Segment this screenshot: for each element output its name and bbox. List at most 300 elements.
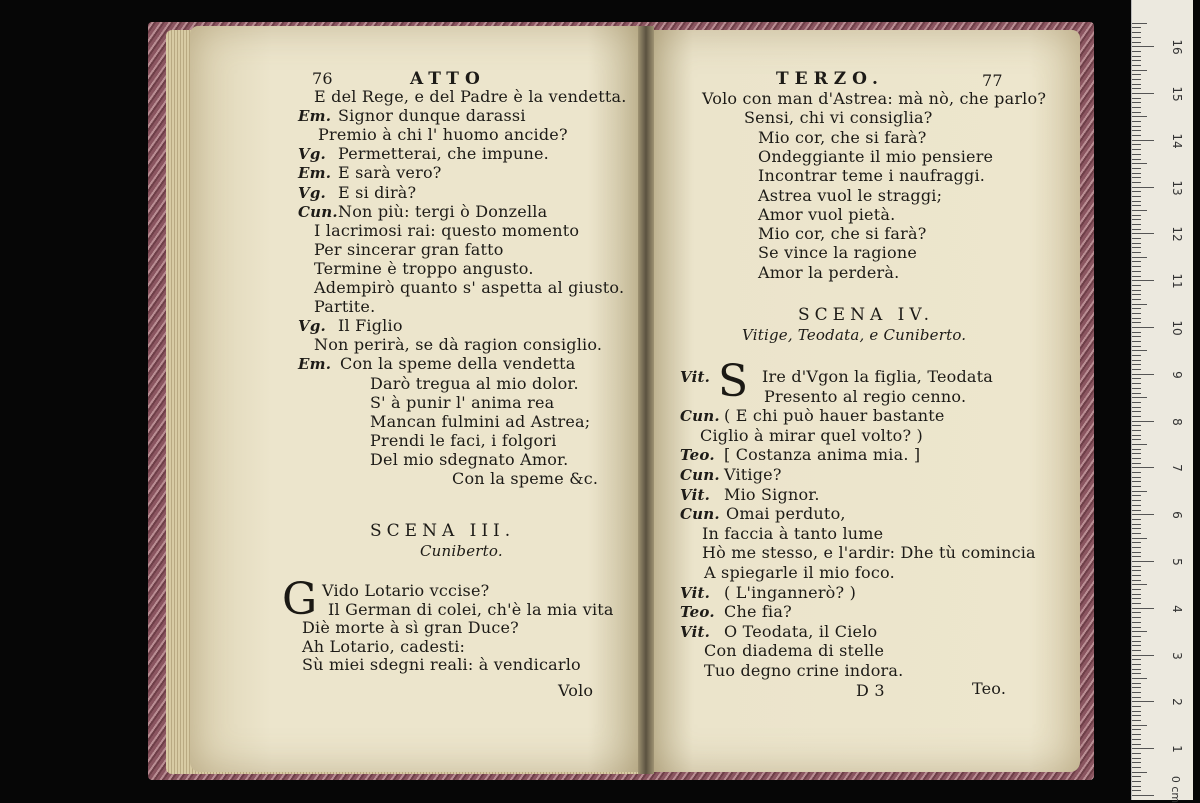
ruler-tick xyxy=(1132,510,1141,511)
ruler-tick xyxy=(1132,472,1141,473)
ruler-tick xyxy=(1132,528,1141,529)
ruler-tick xyxy=(1132,219,1141,220)
ruler-tick xyxy=(1132,252,1141,253)
ruler-tick xyxy=(1132,449,1141,450)
ruler-tick xyxy=(1132,711,1141,712)
ruler-tick xyxy=(1132,135,1141,136)
ruler-tick xyxy=(1132,659,1141,660)
ruler-tick xyxy=(1132,46,1154,47)
ruler-tick xyxy=(1132,388,1141,389)
verse-line xyxy=(322,582,489,600)
ruler-tick xyxy=(1132,655,1154,656)
ruler-tick xyxy=(1132,126,1141,127)
ruler-tick xyxy=(1132,767,1141,768)
ruler-tick xyxy=(1132,687,1141,688)
verse-line xyxy=(314,336,602,354)
verse-text: Del mio sdegnato Amor. xyxy=(370,449,569,469)
ruler-tick xyxy=(1132,720,1141,721)
speaker-label: Em. xyxy=(298,355,332,374)
verse-line xyxy=(758,225,927,243)
verse-text: Termine è troppo angusto. xyxy=(314,258,534,278)
verse-line xyxy=(680,623,877,641)
catchword: Teo. xyxy=(972,679,1007,698)
verse-line xyxy=(702,525,883,543)
verse-text: Se vince la ragione xyxy=(758,243,917,263)
ruler-tick xyxy=(1132,121,1141,122)
verse-text: Vitige? xyxy=(724,465,782,484)
ruler-tick xyxy=(1132,439,1141,440)
verse-line xyxy=(680,407,945,425)
ruler-tick xyxy=(1132,739,1141,740)
ruler-tick xyxy=(1132,271,1141,272)
ruler-tick xyxy=(1132,107,1141,108)
ruler-tick xyxy=(1132,627,1141,628)
verse-line xyxy=(370,432,557,450)
verse-text: Mio Signor. xyxy=(724,484,820,504)
ruler-tick xyxy=(1132,795,1154,796)
page-number: 77 xyxy=(982,71,1003,90)
running-header: ATTO xyxy=(410,69,486,89)
verse-text: Ciglio à mirar quel volto? ) xyxy=(700,425,923,445)
ruler-tick xyxy=(1132,547,1141,548)
verse-text: Amor vuol pietà. xyxy=(758,204,896,224)
ruler-tick xyxy=(1132,374,1154,375)
running-header: TERZO. xyxy=(776,69,884,89)
ruler-tick xyxy=(1132,173,1141,174)
scene-heading: SCENA III. xyxy=(370,521,516,541)
ruler-tick xyxy=(1132,444,1147,445)
speaker-label: Teo. xyxy=(680,603,715,622)
speaker-label: Teo. xyxy=(680,446,715,465)
signature-mark: D 3 xyxy=(856,681,885,700)
verse-line xyxy=(758,264,899,282)
ruler-tick xyxy=(1132,322,1141,323)
ruler-number: 9 xyxy=(1170,370,1184,379)
speaker-label: Cun. xyxy=(680,407,720,426)
verse-text: Sensi, chi vi consiglia? xyxy=(744,108,933,128)
verse-text: Tuo degno crine indora. xyxy=(704,661,904,680)
verse-line xyxy=(700,427,923,445)
ruler-tick xyxy=(1132,336,1141,337)
ruler-tick xyxy=(1132,664,1141,665)
ruler-number: 1 xyxy=(1170,745,1184,753)
ruler-tick xyxy=(1132,748,1154,749)
ruler-tick xyxy=(1132,650,1141,651)
ruler-tick xyxy=(1132,276,1141,277)
ruler-tick xyxy=(1132,477,1141,478)
ruler-tick xyxy=(1132,669,1141,670)
verse-line xyxy=(298,107,526,125)
ruler-tick xyxy=(1132,491,1147,492)
speaker-label: Vg. xyxy=(298,183,326,202)
drop-cap: S xyxy=(718,356,749,407)
ruler-tick xyxy=(1132,519,1141,520)
ruler-tick xyxy=(1132,238,1141,239)
ruler-number: 11 xyxy=(1170,273,1184,289)
ruler-tick xyxy=(1132,229,1141,230)
ruler-tick xyxy=(1132,205,1141,206)
ruler-tick xyxy=(1132,327,1154,328)
ruler-tick xyxy=(1132,556,1141,557)
speaker-label: Em. xyxy=(298,164,332,183)
verse-line xyxy=(758,148,993,166)
ruler-tick xyxy=(1132,580,1141,581)
verse-text: Omai perduto, xyxy=(726,504,846,524)
scene-heading: SCENA IV. xyxy=(798,305,935,325)
ruler-tick xyxy=(1132,500,1141,501)
verse-line xyxy=(314,222,579,240)
verse-text: Signor dunque darassi xyxy=(338,106,526,126)
verse-text: Mancan fulmini ad Astrea; xyxy=(370,411,591,431)
verse-text: Partite. xyxy=(314,297,376,317)
ruler-tick xyxy=(1132,355,1141,356)
verse-text: Ondeggiante il mio pensiere xyxy=(758,146,994,166)
ruler-tick xyxy=(1132,299,1141,300)
page-number: 76 xyxy=(312,69,333,88)
verse-line xyxy=(298,317,403,335)
verse-line xyxy=(370,394,554,412)
speaker-label: Cun. xyxy=(298,202,338,221)
verse-text: In faccia à tanto lume xyxy=(702,523,884,543)
ruler-number: 4 xyxy=(1170,604,1184,613)
verse-line xyxy=(452,470,598,488)
speaker-label: Vg. xyxy=(298,145,326,164)
ruler-tick xyxy=(1132,622,1141,623)
ruler-tick xyxy=(1132,210,1147,211)
ruler-tick xyxy=(1132,341,1141,342)
ruler-tick xyxy=(1132,435,1141,436)
ruler-tick xyxy=(1132,421,1154,422)
ruler-tick xyxy=(1132,584,1147,585)
verse-text: Il Figlio xyxy=(338,316,403,336)
ruler-tick xyxy=(1132,772,1147,773)
ruler-number: 16 xyxy=(1170,39,1184,55)
scene-cast: Cuniberto. xyxy=(420,542,503,560)
speaker-label: Vg. xyxy=(298,317,326,336)
ruler-tick xyxy=(1132,60,1141,61)
ruler-tick xyxy=(1132,332,1141,333)
ruler-tick xyxy=(1132,402,1141,403)
ruler-tick xyxy=(1132,93,1154,94)
verse-line xyxy=(758,167,985,185)
verse-line xyxy=(704,564,895,582)
ruler-tick xyxy=(1132,79,1141,80)
verse-text: Volo con man d'Astrea: mà nò, che parlo? xyxy=(702,89,1047,108)
verse-text: Prendi le faci, i folgori xyxy=(370,430,557,450)
ruler-tick xyxy=(1132,98,1141,99)
verse-text: Ah Lotario, cadesti: xyxy=(302,636,466,656)
verse-line xyxy=(680,505,846,523)
ruler-tick xyxy=(1132,407,1141,408)
ruler-tick xyxy=(1132,116,1147,117)
verse-line xyxy=(314,298,375,316)
ruler-tick xyxy=(1132,542,1141,543)
ruler-tick xyxy=(1132,65,1141,66)
ruler-number: 5 xyxy=(1170,558,1184,566)
ruler-number: 13 xyxy=(1170,179,1184,196)
ruler-tick xyxy=(1132,786,1141,787)
ruler-tick xyxy=(1132,280,1154,281)
ruler-tick xyxy=(1132,70,1147,71)
ruler-tick xyxy=(1132,177,1141,178)
ruler-tick xyxy=(1132,154,1141,155)
ruler-tick xyxy=(1132,369,1141,370)
verse-text: I lacrimosi rai: questo momento xyxy=(314,220,580,240)
verse-line xyxy=(298,145,549,163)
ruler-tick xyxy=(1132,467,1154,468)
ruler-tick xyxy=(1132,636,1141,637)
ruler-tick xyxy=(1132,313,1141,314)
ruler-tick xyxy=(1132,112,1141,113)
verse-line xyxy=(318,126,568,144)
ruler-tick xyxy=(1132,729,1141,730)
verse-text: Incontrar teme i naufraggi. xyxy=(758,166,986,186)
verse-text: E si dirà? xyxy=(338,182,417,202)
verse-line xyxy=(704,662,903,680)
ruler-tick xyxy=(1132,790,1141,791)
verse-line xyxy=(314,279,624,297)
ruler-tick xyxy=(1132,196,1141,197)
verse-text: ( E chi può hauer bastante xyxy=(724,406,945,426)
verse-line xyxy=(758,244,917,262)
ruler-tick xyxy=(1132,290,1141,291)
ruler-tick xyxy=(1132,678,1147,679)
verse-line xyxy=(680,368,993,386)
speaker-label: Vit. xyxy=(680,583,711,602)
verse-text: Vido Lotario vccise? xyxy=(322,581,490,600)
speaker-label: Vit. xyxy=(680,485,711,504)
ruler-tick xyxy=(1132,608,1154,609)
verse-text: [ Costanza anima mia. ] xyxy=(724,445,921,465)
ruler-tick xyxy=(1132,163,1147,164)
ruler-tick xyxy=(1132,182,1141,183)
verse-line xyxy=(314,241,504,259)
verse-line xyxy=(758,129,927,147)
ruler-tick xyxy=(1132,416,1141,417)
verse-line xyxy=(680,466,782,484)
ruler-tick xyxy=(1132,505,1141,506)
ruler-number: 12 xyxy=(1170,226,1184,243)
ruler-tick xyxy=(1132,463,1141,464)
verse-line xyxy=(314,260,534,278)
ruler-tick xyxy=(1132,645,1141,646)
ruler-tick xyxy=(1132,215,1141,216)
ruler-tick xyxy=(1132,243,1141,244)
verse-text: Ire d'Vgon la figlia, Teodata xyxy=(762,367,994,386)
ruler-tick xyxy=(1132,692,1141,693)
ruler-tick xyxy=(1132,486,1141,487)
verse-line xyxy=(298,355,576,373)
ruler-tick xyxy=(1132,458,1141,459)
verse-text: Non più: tergi ò Donzella xyxy=(338,201,548,221)
ruler-tick xyxy=(1132,378,1141,379)
ruler-tick xyxy=(1132,159,1141,160)
verse-line xyxy=(744,109,933,127)
speaker-label: Cun. xyxy=(680,505,720,524)
drop-cap: G xyxy=(282,574,318,625)
ruler-tick xyxy=(1132,393,1141,394)
ruler-tick xyxy=(1132,552,1141,553)
ruler-tick xyxy=(1132,453,1141,454)
speaker-label: Cun. xyxy=(680,466,720,484)
verse-text: Che fia? xyxy=(724,602,792,622)
verse-line xyxy=(298,203,547,221)
left-page xyxy=(190,26,642,772)
verse-text: Sù miei sdegni reali: à vendicarlo xyxy=(302,655,581,675)
ruler-tick xyxy=(1132,350,1147,351)
verse-line xyxy=(370,375,579,393)
ruler-tick xyxy=(1132,430,1141,431)
verse-text: Presento al regio cenno. xyxy=(764,386,967,406)
verse-line xyxy=(370,413,590,431)
ruler-tick xyxy=(1132,561,1154,562)
verse-text: Con diadema di stelle xyxy=(704,641,885,661)
ruler-tick xyxy=(1132,37,1141,38)
ruler-tick xyxy=(1132,383,1141,384)
ruler-tick xyxy=(1132,308,1141,309)
ruler-tick xyxy=(1132,261,1141,262)
speaker-label: Vit. xyxy=(680,368,711,386)
ruler-tick xyxy=(1132,524,1141,525)
verse-text: Mio cor, che si farà? xyxy=(758,127,927,147)
verse-line xyxy=(680,486,820,504)
ruler-tick xyxy=(1132,715,1141,716)
ruler-tick xyxy=(1132,533,1141,534)
verse-text: Permetterai, che impune. xyxy=(338,144,549,164)
ruler-number: 3 xyxy=(1170,651,1184,660)
ruler-tick xyxy=(1132,42,1141,43)
ruler-tick xyxy=(1132,598,1141,599)
verse-text: Darò tregua al mio dolor. xyxy=(370,373,579,393)
ruler-tick xyxy=(1132,74,1141,75)
ruler-tick xyxy=(1132,425,1141,426)
verse-text: Amor la perderà. xyxy=(758,262,900,282)
ruler-tick xyxy=(1132,144,1141,145)
ruler-tick xyxy=(1132,149,1141,150)
verse-line xyxy=(370,451,568,469)
verse-line xyxy=(298,164,442,182)
ruler-tick xyxy=(1132,364,1141,365)
ruler-tick xyxy=(1132,594,1141,595)
ruler-tick xyxy=(1132,514,1154,515)
ruler-number: 7 xyxy=(1170,464,1184,473)
verse-line xyxy=(764,388,966,406)
ruler-tick xyxy=(1132,360,1141,361)
ruler-tick xyxy=(1132,32,1141,33)
ruler-tick xyxy=(1132,51,1141,52)
verse-text: Premio à chi l' huomo ancide? xyxy=(318,125,568,145)
verse-line xyxy=(680,584,856,602)
verse-line xyxy=(302,656,581,674)
ruler-unit: 0 cm xyxy=(1169,775,1183,803)
verse-text: Diè morte à sì gran Duce? xyxy=(302,618,519,638)
ruler-tick xyxy=(1132,734,1141,735)
ruler-tick xyxy=(1132,346,1141,347)
ruler-tick xyxy=(1132,224,1141,225)
ruler-tick xyxy=(1132,397,1147,398)
verse-line xyxy=(702,544,1036,562)
verse-text: Mio cor, che si farà? xyxy=(758,224,927,244)
verse-text: Hò me stesso, e l'ardir: Dhe tù comincia xyxy=(702,543,1036,563)
speaker-label: Em. xyxy=(298,107,332,126)
ruler-tick xyxy=(1132,631,1147,632)
ruler-tick xyxy=(1132,589,1141,590)
verse-line xyxy=(302,619,519,637)
ruler-number: 8 xyxy=(1170,417,1184,426)
ruler-tick xyxy=(1132,23,1147,24)
verse-line xyxy=(314,88,626,106)
verse-text: Adempirò quanto s' aspetta al giusto. xyxy=(314,278,625,297)
verse-text: Per sincerar gran fatto xyxy=(314,239,504,259)
ruler-tick xyxy=(1132,612,1141,613)
right-page xyxy=(650,30,1080,772)
scene-cast: Vitige, Teodata, e Cuniberto. xyxy=(742,326,967,344)
verse-text: S' à punir l' anima rea xyxy=(370,392,555,412)
ruler-tick xyxy=(1132,566,1141,567)
verse-line xyxy=(702,90,1046,108)
ruler-tick xyxy=(1132,538,1147,539)
verse-line xyxy=(758,206,895,224)
ruler-tick xyxy=(1132,247,1141,248)
ruler-tick xyxy=(1132,102,1141,103)
ruler-tick xyxy=(1132,495,1141,496)
ruler-number: 15 xyxy=(1170,86,1184,102)
ruler-tick xyxy=(1132,130,1141,131)
catchword: Volo xyxy=(558,681,594,700)
ruler-tick xyxy=(1132,617,1141,618)
ruler-tick xyxy=(1132,318,1141,319)
ruler-tick xyxy=(1132,575,1141,576)
ruler-tick xyxy=(1132,285,1141,286)
speaker-label: Vit. xyxy=(680,622,711,641)
ruler-tick xyxy=(1132,481,1141,482)
ruler-tick xyxy=(1132,266,1141,267)
ruler-tick xyxy=(1132,168,1141,169)
verse-line xyxy=(758,187,942,205)
ruler-tick xyxy=(1132,411,1141,412)
ruler-tick xyxy=(1132,294,1141,295)
ruler-tick xyxy=(1132,570,1141,571)
ruler-number: 10 xyxy=(1170,320,1184,336)
verse-text: Con la speme della vendetta xyxy=(340,354,576,374)
ruler-number: 14 xyxy=(1170,133,1184,149)
verse-text: Astrea vuol le straggi; xyxy=(758,185,943,205)
ruler-tick xyxy=(1132,603,1141,604)
ruler-tick xyxy=(1132,697,1141,698)
ruler-tick xyxy=(1132,304,1147,305)
verse-line xyxy=(680,603,792,621)
measuring-ruler xyxy=(1131,0,1193,803)
ruler-tick xyxy=(1132,781,1141,782)
ruler-number: 2 xyxy=(1170,698,1184,707)
ruler-tick xyxy=(1132,725,1147,726)
ruler-tick xyxy=(1132,776,1141,777)
verse-text: E del Rege, e del Padre è la vendetta. xyxy=(314,87,627,106)
ruler-tick xyxy=(1132,56,1141,57)
ruler-tick xyxy=(1132,88,1141,89)
verse-text: E sarà vero? xyxy=(338,163,442,183)
verse-line xyxy=(298,184,416,202)
ruler-tick xyxy=(1132,744,1141,745)
verse-line xyxy=(680,446,920,464)
ruler-tick xyxy=(1132,641,1141,642)
ruler-tick xyxy=(1132,753,1141,754)
ruler-tick xyxy=(1132,187,1154,188)
verse-line xyxy=(302,638,465,656)
verse-text: Con la speme &c. xyxy=(452,469,599,488)
verse-text: ( L'ingannerò? ) xyxy=(724,582,857,602)
verse-text: A spiegarle il mio foco. xyxy=(704,563,895,582)
